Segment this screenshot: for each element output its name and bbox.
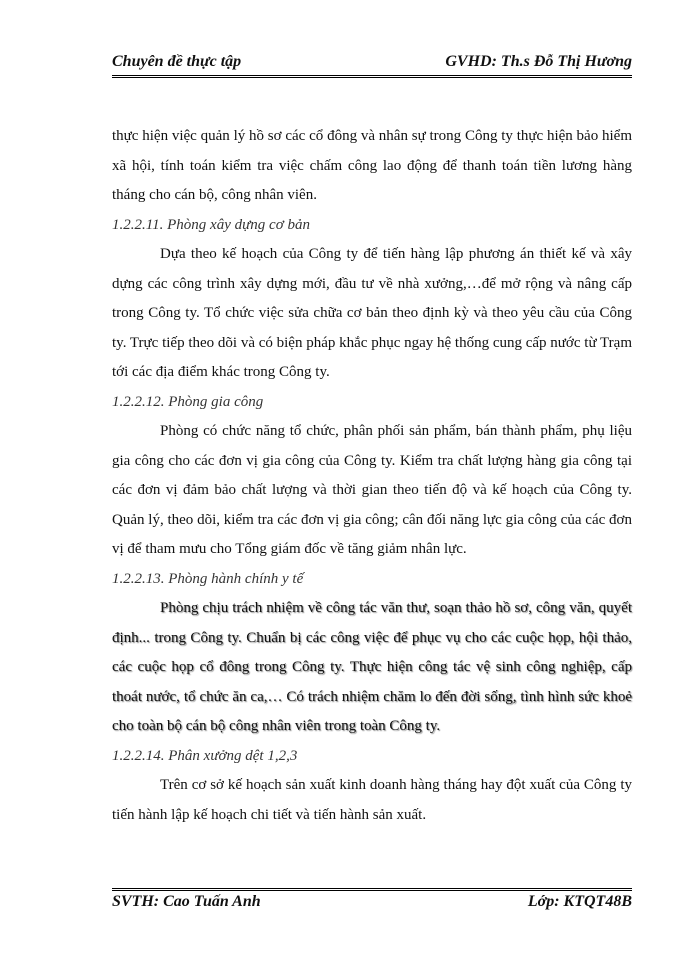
section-text-3: Phòng chịu trách nhiệm về công tác văn thư, soạn thảo hồ sơ, công văn, quyết định... trong Công ty. Chuẩn bị các công việc để phục vụ cho các cuộc họp, hội thảo, các cuộc họp cổ đông trong Công ty. Thực hiện công tác vệ sinh công nghiệp, cấp thoát nước, tổ chức ăn ca,… Có trách nhiệm chăm lo đến đời sống, tình hình sức khoẻ cho toàn bộ cán bộ công nhân viên trong toàn Công ty.: [112, 600, 632, 734]
section-heading-4: 1.2.2.14. Phân xưởng dệt 1,2,3: [112, 747, 298, 764]
intro-paragraph: thực hiện việc quản lý hồ sơ các cổ đông và nhân sự trong Công ty thực hiện bảo hiểm xã hội, tính toán kiểm tra việc chấm công lao động để thanh toán tiền lương hàng tháng cho cán bộ, công nhân viên.: [112, 128, 632, 203]
document-body: [112, 122, 632, 830]
section-text-4: Trên cơ sở kế hoạch sản xuất kinh doanh hàng tháng hay đột xuất của Công ty tiến hành lập kế hoạch chi tiết và tiến hành sản xuất.: [112, 777, 632, 823]
section-heading-3: 1.2.2.13. Phòng hành chính y tế: [112, 570, 304, 587]
footer-class: Lớp: KTQT48B: [527, 893, 632, 910]
section-text-2: Phòng có chức năng tổ chức, phân phối sản phẩm, bán thành phẩm, phụ liệu gia công cho các đơn vị gia công của Công ty. Kiểm tra chất lượng hàng gia công tại các đơn vị đảm bảo chất lượng và thời gian theo tiến độ và kế hoạch của Công ty. Quản lý, theo dõi, kiểm tra các đơn vị gia công; cân đối năng lực gia công của các đơn vị để tham mưu cho Tổng giám đốc về tăng giảm nhân lực.: [112, 423, 632, 557]
footer-student: SVTH: Cao Tuấn Anh: [112, 893, 261, 910]
header-title: Chuyên đề thực tập: [112, 53, 242, 70]
page-footer: [112, 888, 632, 915]
section-heading-2: 1.2.2.12. Phòng gia công: [112, 393, 264, 410]
section-text-1: Dựa theo kế hoạch của Công ty để tiến hàng lập phương án thiết kế và xây dựng các công trình xây dựng mới, đầu tư về nhà xưởng,…để mở rộng và nâng cấp trong Công ty. Tổ chức việc sửa chữa cơ bản theo định kỳ và theo yêu cầu của Công ty. Trực tiếp theo dõi và có biện pháp khắc phục ngay hệ thống cung cấp nước từ Trạm tới các địa điểm khác trong Công ty.: [112, 246, 633, 380]
section-heading-1: 1.2.2.11. Phòng xây dựng cơ bản: [112, 216, 310, 233]
page-header: [112, 53, 632, 78]
header-advisor: GVHD: Th.s Đỗ Thị Hương: [445, 53, 632, 70]
